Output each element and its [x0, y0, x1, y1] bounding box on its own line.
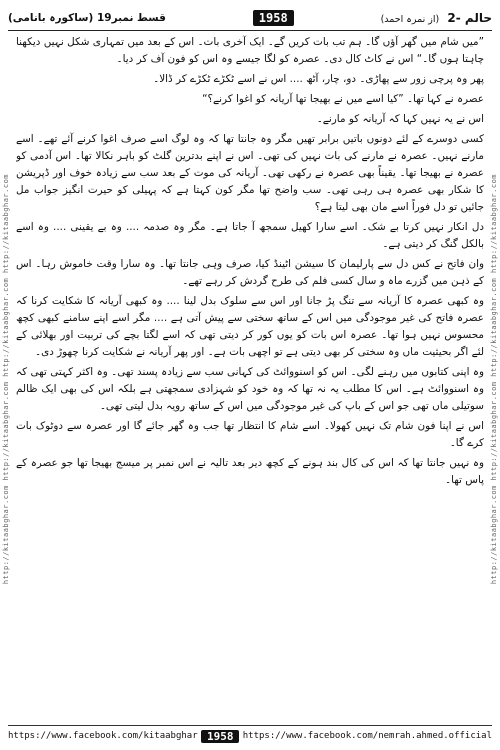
paragraph-6: دل انکار نہیں کرتا بے شک۔ اسے سارا کھیل سمجھ آ جاتا ہے۔ مگر وہ صدمہ .... وہ بے یقینی .... وہ اسے بالکل گنگ کر دیتی ہے۔ — [16, 221, 484, 250]
page-header — [8, 6, 492, 31]
left-watermark-text: http://kitaabghar.com http://kitaabghar.com http://kitaabghar.com http://kitaabghar.com — [2, 173, 10, 585]
novel-title: حالم -2 — [447, 11, 492, 25]
header-page-number: 1958 — [253, 10, 294, 26]
right-watermark-text: http://kitaabghar.com http://kitaabghar.com http://kitaabghar.com http://kitaabghar.com — [490, 173, 498, 585]
paragraph-4: اس نے یہ نہیں کہا کہ آریانہ کو مارنے۔ — [316, 113, 484, 125]
author-name: (از نمرہ احمد) — [380, 14, 440, 25]
paragraph-1: ”میں شام میں گھر آؤں گا۔ ہم تب بات کریں گے۔ ایک آخری بات۔ اس کے بعد میں تمہاری شکل نہیں دیکھنا چاہتا ہوں گا۔“ اس نے کاٹ کال دی۔ عصرہ کو لگا جیسے وہ اس کو فون آف کر دیا۔ — [16, 36, 484, 65]
footer-page-number: 1958 — [201, 730, 240, 743]
paragraph-10: اس نے اپنا فون شام تک نہیں کھولا۔ اسے شام کا انتظار تھا جب وہ گھر جائے گا اور عصرہ سے دوٹوک بات کرے گا۔ — [16, 420, 484, 449]
paragraph-5: کسی دوسرے کے لئے دونوں باتیں برابر تھیں مگر وہ جانتا تھا کہ وہ لوگ اسے صرف اغوا کرنے آئے تھے۔ اسے مارنے نہیں۔ عصرہ نے مارنے کی بات نہیں کی تھی۔ اس نے اپنے بدترین گلٹ کو باہر نکالا تھا۔ اس آدمی کو عصرہ نے بھیجا تھا۔ یقیناً بھی عصرہ نے رکھی تھی۔ آریانہ کی موت کے بعد سب سے زیادہ خوف اور ڈپریشن کا شکار بھی عصرہ ہی رہی تھی۔ سب واضح تھا مگر کون کہتا ہے کہ پہیلی کو حیرت انگیز جواب مل جائیں تو دل فوراً اسے مان بھی لیتا ہے؟ — [16, 133, 484, 213]
paragraph-9: وہ اپنی کتابوں میں رہنے لگی۔ اس کو اسنووائٹ کی کہانی سب سے زیادہ پسند تھی۔ وہ اکثر کہتی تھی کہ وہ اسنووائٹ ہے۔ اس کا مطلب یہ نہ تھا کہ وہ خود کو شہزادی سمجھتی ہے بلکہ اس کی بھی ایک ظالم سوتیلی ماں تھی جو اس کے باپ کی غیر موجودگی میں اس کے ساتھ رویہ بدل لیتی تھی۔ — [16, 366, 484, 412]
episode-label: قسط نمبر19 (ساکورہ بانامی) — [8, 12, 166, 24]
left-watermark — [0, 36, 12, 722]
paragraph-11: وہ نہیں جانتا تھا کہ اس کی کال بند ہونے کے کچھ دیر بعد تالیہ نے اس نمبر پر میسج بھیجا تھا جو عصرہ کے پاس تھا۔ — [16, 457, 484, 486]
paragraph-8: وہ کبھی عصرہ کا آریانہ سے تنگ پڑ جانا اور اس سے سلوک بدل لینا .... وہ کبھی آریانہ کا شکایت کرنا کہ عصرہ فاتح کی غیر موجودگی میں اس کے ساتھ سختی سے پیش آتی ہے .... مگر اسے اپنے سامنے کبھی کچھ محسوس نہیں ہوا تھا۔ عصرہ اس بات کو یوں کور کر دیتی تھی کہ اسے لگتا بچے کی تربیت اور بھلائی کے لئے اگر بحیثیت ماں وہ سختی کر بھی دیتی ہے تو اچھی بات ہے۔ اور پھر آریانہ نے شکایت کرنا چھوڑ دی۔ — [16, 295, 484, 358]
footer-facebook-kitaabghar-link[interactable]: https://www.facebook.com/kitaabghar — [8, 731, 198, 741]
page-footer — [8, 725, 492, 746]
paragraph-7: وان فاتح نے کس دل سے پارلیمان کا سیشن اٹینڈ کیا، صرف وہی جانتا تھا۔ وہ سارا وقت خاموش رہا۔ اس کے ذہن میں گزرے ماہ و سال کسی فلم کی طرح گردش کر رہے تھے۔ — [16, 258, 484, 287]
right-watermark — [488, 36, 500, 722]
paragraph-2: پھر وہ پرچی زور سے پھاڑی۔ دو، چار، آٹھ .... اس نے اسے ٹکڑے ٹکڑے کر ڈالا۔ — [153, 73, 484, 85]
paragraph-3: عصرہ نے کہا تھا۔ ”کیا اسے میں نے بھیجا تھا آریانہ کو اغوا کرنے؟“ — [202, 93, 484, 105]
page-body — [16, 34, 484, 720]
footer-facebook-author-link[interactable]: https://www.facebook.com/nemrah.ahmed.official — [242, 731, 492, 741]
novel-title-block — [381, 11, 492, 25]
